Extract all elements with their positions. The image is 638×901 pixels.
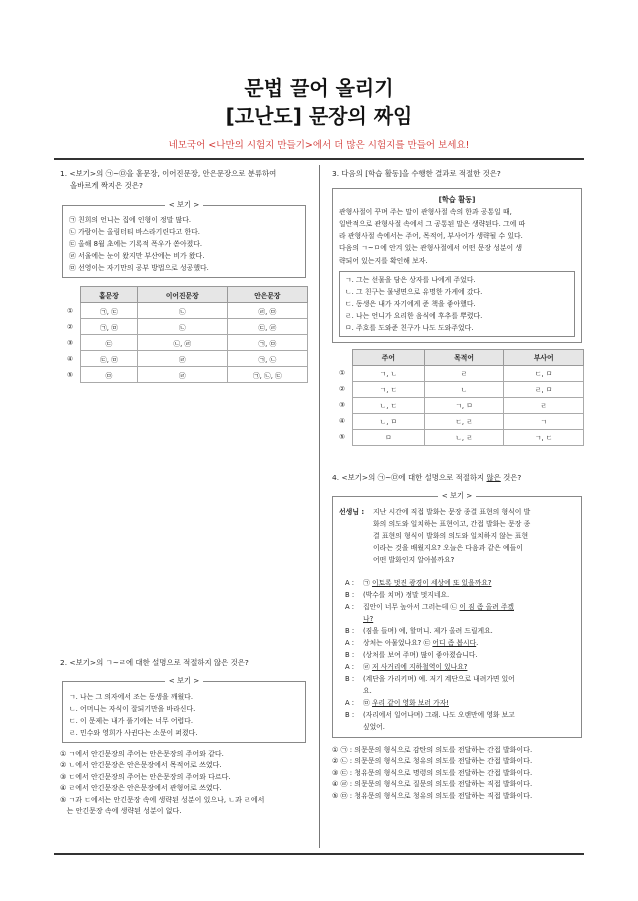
table-row[interactable] bbox=[332, 397, 584, 413]
table-cell: ㄴ, ㄹ bbox=[424, 429, 504, 445]
table-cell: ㄹ, ㅁ bbox=[504, 381, 584, 397]
dialogue-line bbox=[345, 601, 575, 613]
speaker-label: A : bbox=[345, 578, 355, 587]
table-cell: ㄱ, ㅁ bbox=[424, 397, 504, 413]
table-cell: ㄴ, ㄷ bbox=[353, 397, 425, 413]
answer-option[interactable]: ⑤ ㄱ과 ㄷ에서는 안긴문장 속에 생략된 성분이 있으나, ㄴ과 ㄹ에서 bbox=[60, 795, 265, 804]
table-cell: ㉢ bbox=[81, 335, 138, 351]
dialogue-text: 집안이 너무 높아서 그러는데 ㉡ bbox=[363, 602, 460, 611]
dialogue-text: (계단을 가리키며) 예. 저기 계단으로 내려가면 있어 bbox=[363, 674, 515, 683]
speaker-label: A : bbox=[345, 662, 355, 671]
table-cell: ㄹ bbox=[424, 365, 504, 381]
table-cell: ㉠, ㉤ bbox=[81, 319, 138, 335]
table-cell: ① bbox=[60, 303, 81, 319]
q2-prompt-text: <보기>의 ㄱ~ㄹ에 대한 설명으로 적절하지 않은 것은? bbox=[69, 658, 249, 667]
q1-prompt-line1: <보기>의 ㉠~㉤을 홑문장, 이어진문장, 안은문장으로 분류하여 bbox=[69, 169, 277, 178]
table-row[interactable] bbox=[332, 381, 584, 397]
table-cell: ㄱ, ㄴ bbox=[353, 365, 425, 381]
table-header-row bbox=[60, 287, 308, 303]
table-cell: ④ bbox=[60, 351, 81, 367]
dialogue-text: (자리에서 일어나며) 그래. 나도 오랜만에 영화 보고 bbox=[363, 710, 515, 719]
q2-options bbox=[60, 749, 308, 818]
page-title: 문법 끌어 올리기 bbox=[244, 76, 394, 100]
table-row[interactable] bbox=[60, 367, 308, 383]
dialogue-text: ㉣ bbox=[363, 662, 372, 671]
table-cell: ㄱ, ㄷ bbox=[353, 381, 425, 397]
q3-activity-line: 라 관형사절 속에서는 주어, 목적어, 부사어가 생략될 수 있다. bbox=[339, 232, 523, 241]
dialogue-line bbox=[345, 721, 575, 733]
table-header-cell bbox=[332, 349, 353, 365]
q2-line: ㄱ. 나는 그 의자에서 조는 동생을 깨웠다. bbox=[69, 692, 194, 701]
q2-box-label: < 보기 > bbox=[63, 676, 305, 686]
question-2 bbox=[60, 657, 308, 818]
dialogue-underlined: 이 짐 좀 올려 주겠 bbox=[459, 602, 514, 611]
dialogue-line bbox=[345, 697, 575, 709]
question-1 bbox=[60, 168, 308, 383]
dialogue-text: ㉤ bbox=[363, 698, 372, 707]
q1-line: ㉢ 올해 8월 초에는 기록적 폭우가 쏟아졌다. bbox=[69, 240, 203, 248]
speaker-label: A : bbox=[345, 638, 355, 647]
table-cell: ㉣ bbox=[137, 367, 227, 383]
dialogue-underlined: 저 사거리에 지하철역이 있나요? bbox=[371, 662, 468, 671]
q3-sentence: ㄹ. 나는 언니가 요리한 음식에 후추를 뿌렸다. bbox=[345, 311, 483, 320]
answer-option[interactable]: ④ ㉣ : 의문문의 형식으로 질문의 의도를 전달하는 직접 발화이다. bbox=[332, 780, 533, 789]
table-cell: ㄴ bbox=[424, 381, 504, 397]
table-cell: ③ bbox=[60, 335, 81, 351]
q3-sentence: ㄴ. 그 친구는 물냉면으로 유명한 가게에 갔다. bbox=[345, 287, 483, 296]
dialogue-line bbox=[345, 577, 575, 589]
dialogue-line bbox=[345, 685, 575, 697]
dialogue-text: (짐을 들며) 예, 할머니. 제가 올려 드릴게요. bbox=[363, 626, 493, 635]
table-cell: ⑤ bbox=[332, 429, 353, 445]
q3-sentence: ㄱ. 그는 선물을 담은 상자를 나에게 주었다. bbox=[345, 275, 476, 284]
q1-box-label: < 보기 > bbox=[63, 200, 305, 210]
promo-text[interactable]: 네모국어 <나만의 시험지 만들기>에서 더 많은 시험지를 만들어 보세요! bbox=[168, 140, 470, 151]
table-cell: ② bbox=[332, 381, 353, 397]
q3-prompt-text: 다음의 [학습 활동]을 수행한 결과로 적절한 것은? bbox=[341, 169, 501, 178]
table-cell: ③ bbox=[332, 397, 353, 413]
table-cell: ㄱ bbox=[504, 413, 584, 429]
q3-answer-table bbox=[332, 349, 584, 446]
dialogue-text: . bbox=[476, 638, 479, 647]
q4-dialogues bbox=[339, 577, 575, 733]
q3-prompt bbox=[332, 168, 584, 180]
q3-activity-line: 관형사절이 꾸며 주는 말이 관형사절 속의 한과 공통일 때, bbox=[339, 207, 512, 216]
q1-line: ㉣ 서울에는 눈이 왔지만 부산에는 비가 왔다. bbox=[69, 252, 205, 260]
answer-option[interactable]: ② ㄴ에서 안긴문장은 안은문장에서 목적어로 쓰였다. bbox=[60, 761, 222, 769]
table-cell: ㉠, ㉢ bbox=[81, 303, 138, 319]
q1-answer-table bbox=[60, 286, 308, 383]
q4-teacher-block bbox=[339, 506, 575, 567]
bottom-rule bbox=[54, 853, 584, 855]
dialogue-line bbox=[345, 637, 575, 649]
q2-line: ㄷ. 이 문제는 내가 풀기에는 너무 어렵다. bbox=[69, 716, 194, 725]
q1-number: 1. bbox=[60, 169, 68, 178]
dialogue-line bbox=[345, 589, 575, 601]
table-cell: ㄹ bbox=[504, 397, 584, 413]
q2-example-box bbox=[62, 675, 306, 743]
dialogue-text: 상처는 아물었나요? ㉢ bbox=[363, 638, 433, 647]
table-header-cell: 홑문장 bbox=[81, 287, 138, 303]
dialogue-line bbox=[345, 709, 575, 721]
answer-option[interactable]: ⑤ ㉤ : 청유문의 형식으로 청유의 의도를 전달하는 직접 발화이다. bbox=[332, 791, 533, 800]
table-row[interactable] bbox=[60, 303, 308, 319]
q1-example-box bbox=[62, 200, 306, 278]
answer-option[interactable]: ① ㉠ : 의문문의 형식으로 감탄의 의도를 전달하는 간접 발화이다. bbox=[332, 745, 533, 754]
table-header-cell: 안은문장 bbox=[227, 287, 307, 303]
table-header-cell: 이어진문장 bbox=[137, 287, 227, 303]
table-cell: ㉠, ㉤ bbox=[227, 335, 307, 351]
dialogue-underlined: 이토록 멋진 광경이 세상에 또 있을까요? bbox=[371, 578, 492, 587]
column-divider bbox=[319, 165, 320, 848]
question-3 bbox=[332, 168, 584, 446]
table-cell: ㉡, ㉣ bbox=[137, 335, 227, 351]
table-header-cell bbox=[60, 287, 81, 303]
q1-line: ㉠ 친희의 언니는 집에 인형이 정말 많다. bbox=[69, 216, 192, 224]
q2-prompt bbox=[60, 657, 308, 669]
table-cell: ④ bbox=[332, 413, 353, 429]
table-header-cell: 부사어 bbox=[504, 349, 584, 365]
teacher-line: 결 표현의 형식이 발화의 의도와 일치하지 않는 표현 bbox=[373, 531, 529, 540]
table-cell: ⑤ bbox=[60, 367, 81, 383]
speaker-label: A : bbox=[345, 602, 355, 611]
table-row[interactable] bbox=[60, 319, 308, 335]
q4-box-label: < 보기 > bbox=[333, 491, 581, 501]
speaker-label: B : bbox=[345, 674, 355, 683]
table-header-cell: 목적어 bbox=[424, 349, 504, 365]
speaker-label: B : bbox=[345, 626, 355, 635]
q4-options bbox=[332, 745, 584, 803]
table-cell: ㄴ, ㅁ bbox=[353, 413, 425, 429]
question-4 bbox=[332, 472, 584, 802]
table-cell: ㄱ, ㄷ bbox=[504, 429, 584, 445]
top-rule bbox=[54, 158, 584, 160]
teacher-speech bbox=[373, 506, 530, 567]
table-cell: ㉠, ㉡ bbox=[227, 351, 307, 367]
dialogue-line bbox=[345, 613, 575, 625]
q3-sentence: ㄷ. 동생은 내가 자기에게 준 책을 좋아했다. bbox=[345, 299, 476, 308]
q3-activity-line: 략되어 있는지를 확인해 보자. bbox=[339, 256, 428, 265]
q4-prompt-emphasis: 않은 bbox=[486, 473, 501, 482]
q3-sentences-box bbox=[339, 271, 575, 337]
q1-prompt-line2: 올바르게 짝지은 것은? bbox=[70, 180, 143, 190]
table-row[interactable] bbox=[60, 335, 308, 351]
dialogue-line bbox=[345, 625, 575, 637]
dialogue-text: ㉠ bbox=[363, 578, 372, 587]
dialogue-underlined: 나? bbox=[363, 614, 374, 623]
answer-option[interactable]: ① ㄱ에서 안긴문장의 주어는 안은문장의 주어와 같다. bbox=[60, 749, 224, 758]
table-cell: ① bbox=[332, 365, 353, 381]
q1-line: ㉤ 선영이는 자기만의 공부 방법으로 성공했다. bbox=[69, 264, 209, 272]
dialogue-underlined: 우리 같이 영화 보러 가자! bbox=[371, 698, 449, 707]
answer-option[interactable]: ② ㉡ : 의문문의 형식으로 청유의 의도를 전달하는 간접 발화이다. bbox=[332, 757, 533, 766]
q2-line: ㄴ. 어머니는 자식이 잘되기만을 바라신다. bbox=[69, 704, 196, 713]
table-header-cell: 주어 bbox=[353, 349, 425, 365]
teacher-line: 이라는 것을 배웠지요? 오늘은 다음과 같은 예들이 bbox=[373, 544, 523, 553]
dialogue-text: 싶었어. bbox=[363, 722, 385, 731]
q2-number: 2. bbox=[60, 658, 68, 667]
speaker-label: B : bbox=[345, 710, 355, 719]
table-cell: ㅁ bbox=[353, 429, 425, 445]
q2-line: ㄹ. 민수와 영희가 사귄다는 소문이 퍼졌다. bbox=[69, 728, 198, 737]
dialogue-line bbox=[345, 649, 575, 661]
table-cell: ㉠, ㉡, ㉢ bbox=[227, 367, 307, 383]
dialogue-text: (상처를 보여 주며) 많이 좋아졌습니다. bbox=[363, 650, 478, 659]
speaker-label: B : bbox=[345, 590, 355, 599]
table-row[interactable] bbox=[332, 413, 584, 429]
table-cell: ㉡ bbox=[137, 303, 227, 319]
q4-number: 4. bbox=[332, 473, 340, 482]
table-row[interactable] bbox=[60, 351, 308, 367]
answer-option[interactable]: ③ ㄷ에서 안긴문장의 주어는 안은문장의 주어와 다르다. bbox=[60, 772, 231, 781]
q3-sentence: ㅁ. 주호를 도와준 친구가 나도 도와주었다. bbox=[345, 323, 474, 332]
teacher-line: 어떤 발화인지 알아볼까요? bbox=[373, 556, 455, 565]
answer-option-continued: 는 안긴문장 속에 생략된 성분이 없다. bbox=[60, 807, 182, 815]
table-cell: ㉤ bbox=[81, 367, 138, 383]
teacher-line: 화의 의도와 일치하는 표현이고, 간접 발화는 문장 종 bbox=[373, 519, 531, 528]
dialogue-line bbox=[345, 673, 575, 685]
table-row[interactable] bbox=[332, 365, 584, 381]
table-cell: ㄷ, ㄹ bbox=[424, 413, 504, 429]
table-row[interactable] bbox=[332, 429, 584, 445]
dialogue-underlined: 어디 좀 봅시다 bbox=[432, 638, 477, 647]
table-cell: ㉡ bbox=[137, 319, 227, 335]
q3-activity-line: 일반적으로 관형사절 속에서 그 공통된 말은 생략된다. 그에 따 bbox=[339, 219, 526, 228]
q4-example-box bbox=[332, 490, 582, 738]
teacher-line: 지난 시간에 직접 발화는 문장 종결 표현의 형식이 발 bbox=[373, 507, 531, 516]
dialogue-text: 요. bbox=[363, 686, 372, 695]
teacher-label: 선생님 : bbox=[339, 507, 365, 516]
dialogue-line bbox=[345, 661, 575, 673]
table-cell: ㉣ bbox=[137, 351, 227, 367]
table-header-row bbox=[332, 349, 584, 365]
q3-activity-title: [학습 활동] bbox=[438, 194, 476, 204]
table-cell: ㄷ, ㅁ bbox=[504, 365, 584, 381]
q4-prompt bbox=[332, 472, 584, 484]
page-subtitle: [고난도] 문장의 짜임 bbox=[225, 104, 413, 128]
q4-prompt-pre: <보기>의 ㉠~㉤에 대한 설명으로 적절하지 bbox=[341, 473, 487, 482]
q3-activity-box bbox=[332, 188, 582, 343]
q1-prompt bbox=[60, 168, 308, 180]
table-cell: ② bbox=[60, 319, 81, 335]
table-cell: ㉣, ㉤ bbox=[227, 303, 307, 319]
answer-option[interactable]: ③ ㉢ : 청유문의 형식으로 명령의 의도를 전달하는 간접 발화이다. bbox=[332, 768, 533, 777]
table-cell: ㉢, ㉣ bbox=[227, 319, 307, 335]
q4-prompt-post: 것은? bbox=[500, 473, 522, 482]
table-cell: ㉢, ㉤ bbox=[81, 351, 138, 367]
speaker-label: B : bbox=[345, 650, 355, 659]
q3-number: 3. bbox=[332, 169, 340, 178]
speaker-label: A : bbox=[345, 698, 355, 707]
q1-line: ㉡ 가람이는 올림터티 바스라기린다고 한다. bbox=[69, 228, 200, 236]
dialogue-text: (박수를 치며) 정말 멋지네요. bbox=[363, 590, 450, 599]
answer-option[interactable]: ④ ㄹ에서 안긴문장은 안은문장에서 관형어로 쓰였다. bbox=[60, 784, 222, 792]
q3-activity-line: 다음의 ㄱ~ㅁ에 안겨 있는 관형사절에서 어떤 문장 성분이 생 bbox=[339, 244, 523, 253]
